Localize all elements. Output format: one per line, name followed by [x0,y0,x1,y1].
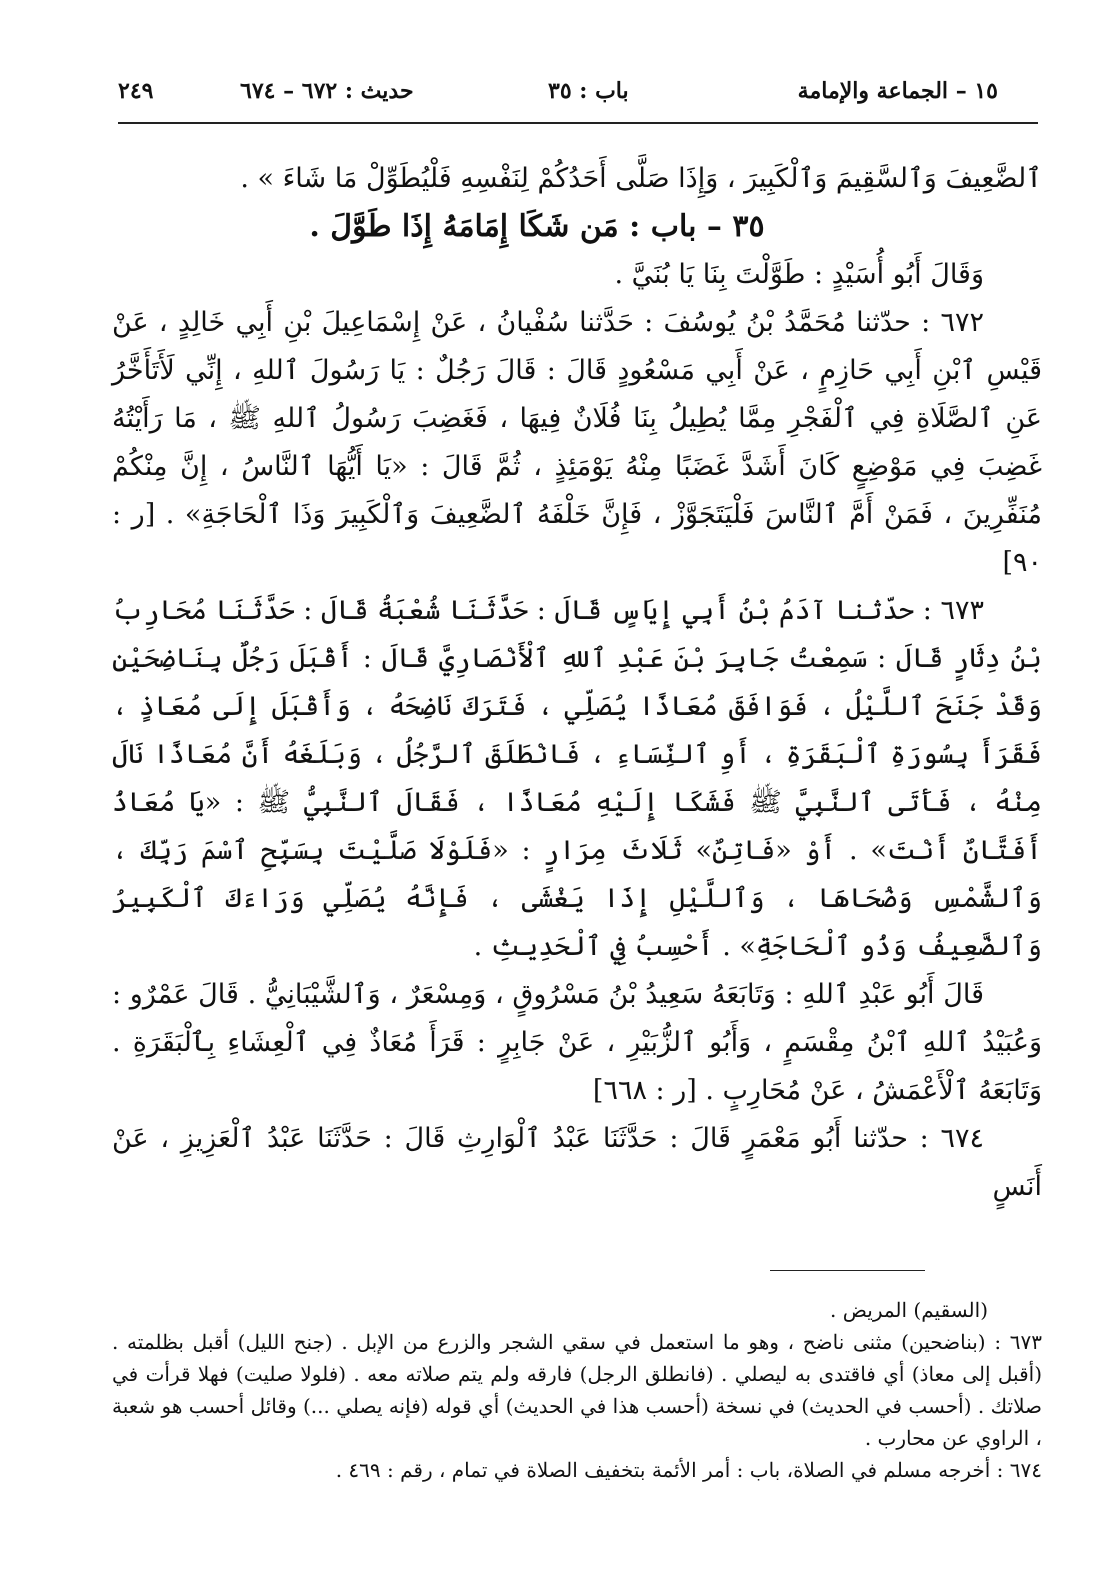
footnote-saqim: (السقيم) المريض . [830,1298,988,1322]
header-divider [118,122,1038,124]
chapter-intro: وَقَالَ أَبُو أُسَيْدٍ : طَوَّلْتَ بِنَا يَا بُنَيَّ . [614,259,984,290]
footnotes [112,1294,1042,1486]
chapter-title: ٣٥ – باب : مَن شَكَا إِمَامَهُ إِذَا طَوَّلَ . [309,209,765,244]
main-text [112,155,1042,1211]
header-chapter: ١٥ – الجماعة والإمامة [797,78,998,104]
footnote-674: ٦٧٤ : أخرجه مسلم في الصلاة، باب : أمر الأئمة بتخفيف الصلاة في تمام ، رقم : ٤٦٩ . [335,1458,1042,1482]
header-bab: باب : ٣٥ [548,78,629,104]
hadith-673-tabaahu: قَالَ أَبُو عَبْدِ ٱللهِ : وَتَابَعَهُ سَعِيدُ بْنُ مَسْرُوقٍ ، وَمِسْعَرٌ ، وَٱلشَّيْبَانِيُّ . قَالَ عَمْرٌو : وَعُبَيْدُ ٱللهِ ٱبْنُ مِقْسَمٍ ، وَأَبُو ٱلزُّبَيْرِ ، عَنْ جَابِرٍ : قَرَأَ مُعَاذٌ فِي ٱلْعِشَاءِ بِٱلْبَقَرَةِ . وَتَابَعَهُ ٱلْأَعْمَشُ ، عَنْ مُحَارِبٍ . [ر : ٦٦٨] [112,979,1042,1106]
footnote-divider [770,1270,925,1271]
page-number: ٢٤٩ [118,78,154,104]
hadith-673: ٦٧٣ : حدّثنا آدَمُ بْنُ أَبِي إِيَاسٍ قَالَ : حَدَّثَنَا شُعْبَةُ قَالَ : حَدَّثَنَا مُحَارِبُ بْنُ دِثَارٍ قَالَ : سَمِعْتُ جَابِرَ بْنَ عَبْدِ ٱللهِ ٱلْأَنْصَارِيَّ قَالَ : أَقْبَلَ رَجُلٌ بِنَاضِحَيْنِ وَقَدْ جَنَحَ ٱللَّيْلُ ، فَوَافَقَ مُعَاذًا يُصَلِّي ، فَتَرَكَ نَاضِحَهُ ، وَأَقْبَلَ إِلَى مُعَاذٍ ، فَقَرَأَ بِسُورَةِ ٱلْبَقَرَةِ ، أَوِ ٱلنِّسَاءِ ، فَانْطَلَقَ ٱلرَّجُلُ ، وَبَلَغَهُ أَنَّ مُعَاذًا نَالَ مِنْهُ ، فَأَتَى ٱلنَّبِيَّ ﷺ فَشَكَا إِلَيْهِ مُعَاذًا ، فَقَالَ ٱلنَّبِيُّ ﷺ : «يَا مُعَاذُ أَفَتَّانٌ أَنْتَ» . أَوْ «فَاتِنٌ» ثَلَاثَ مِرَارٍ : «فَلَوْلَا صَلَّيْتَ بِسَبِّحِ ٱسْمَ رَبِّكَ ، وَٱلشَّمْسِ وَضُحَاهَا ، وَٱللَّيْلِ إِذَا يَغْشَى ، فَإِنَّهُ يُصَلِّي وَرَاءَكَ ٱلْكَبِيرُ وَٱلضَّعِيفُ وَذُو ٱلْحَاجَةِ» . أَحْسِبُ فِي ٱلْحَدِيثِ . [112,595,1042,962]
hadith-672: ٦٧٢ : حدّثنا مُحَمَّدُ بْنُ يُوسُفَ : حَدَّثنا سُفْيانُ ، عَنْ إِسْمَاعِيلَ بْنِ أَبِي خَالِدٍ ، عَنْ قَيْسِ ٱبْنِ أَبِي حَازِمٍ ، عَنْ أَبِي مَسْعُودٍ قَالَ : قَالَ رَجُلٌ : يَا رَسُولَ ٱللهِ ، إِنِّي لَأَتَأَخَّرُ عَنِ ٱلصَّلَاةِ فِي ٱلْفَجْرِ مِمَّا يُطِيلُ بِنَا فُلَانٌ فِيهَا ، فَغَضِبَ رَسُولُ ٱللهِ ﷺ ، مَا رَأَيْتُهُ غَضِبَ فِي مَوْضِعٍ كَانَ أَشَدَّ غَضَبًا مِنْهُ يَوْمَئِذٍ ، ثُمَّ قَالَ : «يَا أَيُّهَا ٱلنَّاسُ ، إِنَّ مِنْكُمْ مُنَفِّرِينَ ، فَمَنْ أَمَّ ٱلنَّاسَ فَلْيَتَجَوَّزْ ، فَإِنَّ خَلْفَهُ ٱلضَّعِيفَ وَٱلْكَبِيرَ وَذَا ٱلْحَاجَةِ» . [ر : ٩٠] [112,307,1042,578]
running-header [118,78,998,118]
header-hadith-range: حديث : ٦٧٢ – ٦٧٤ [240,78,414,104]
footnote-673: ٦٧٣ : (بناضحين) مثنى ناضح ، وهو ما استعمل في سقي الشجر والزرع من الإبل . (جنح الليل) أقبل بظلمته . (أقبل إلى معاذ) أي فاقتدى به ليصلي . (فانطلق الرجل) فارقه ولم يتم صلاته معه . (فلولا صليت) فهلا قرأت في صلاتك . (أحسب في الحديث) في نسخة (أحسب هذا في الحديث) أي قوله (فإنه يصلي ...) وقائل أحسب هو شعبة ، الراوي عن محارب . [112,1330,1042,1450]
hadith-674: ٦٧٤ : حدّثنا أَبُو مَعْمَرٍ قَالَ : حَدَّثَنَا عَبْدُ ٱلْوَارِثِ قَالَ : حَدَّثَنَا عَبْدُ ٱلْعَزِيزِ ، عَنْ أَنَسٍ [112,1123,1042,1202]
continued-text: ٱلضَّعِيفَ وَٱلسَّقِيمَ وَٱلْكَبِيرَ ، وَإِذَا صَلَّى أَحَدُكُمْ لِنَفْسِهِ فَلْيُطَوِّلْ مَا شَاءَ » . [240,163,1042,194]
